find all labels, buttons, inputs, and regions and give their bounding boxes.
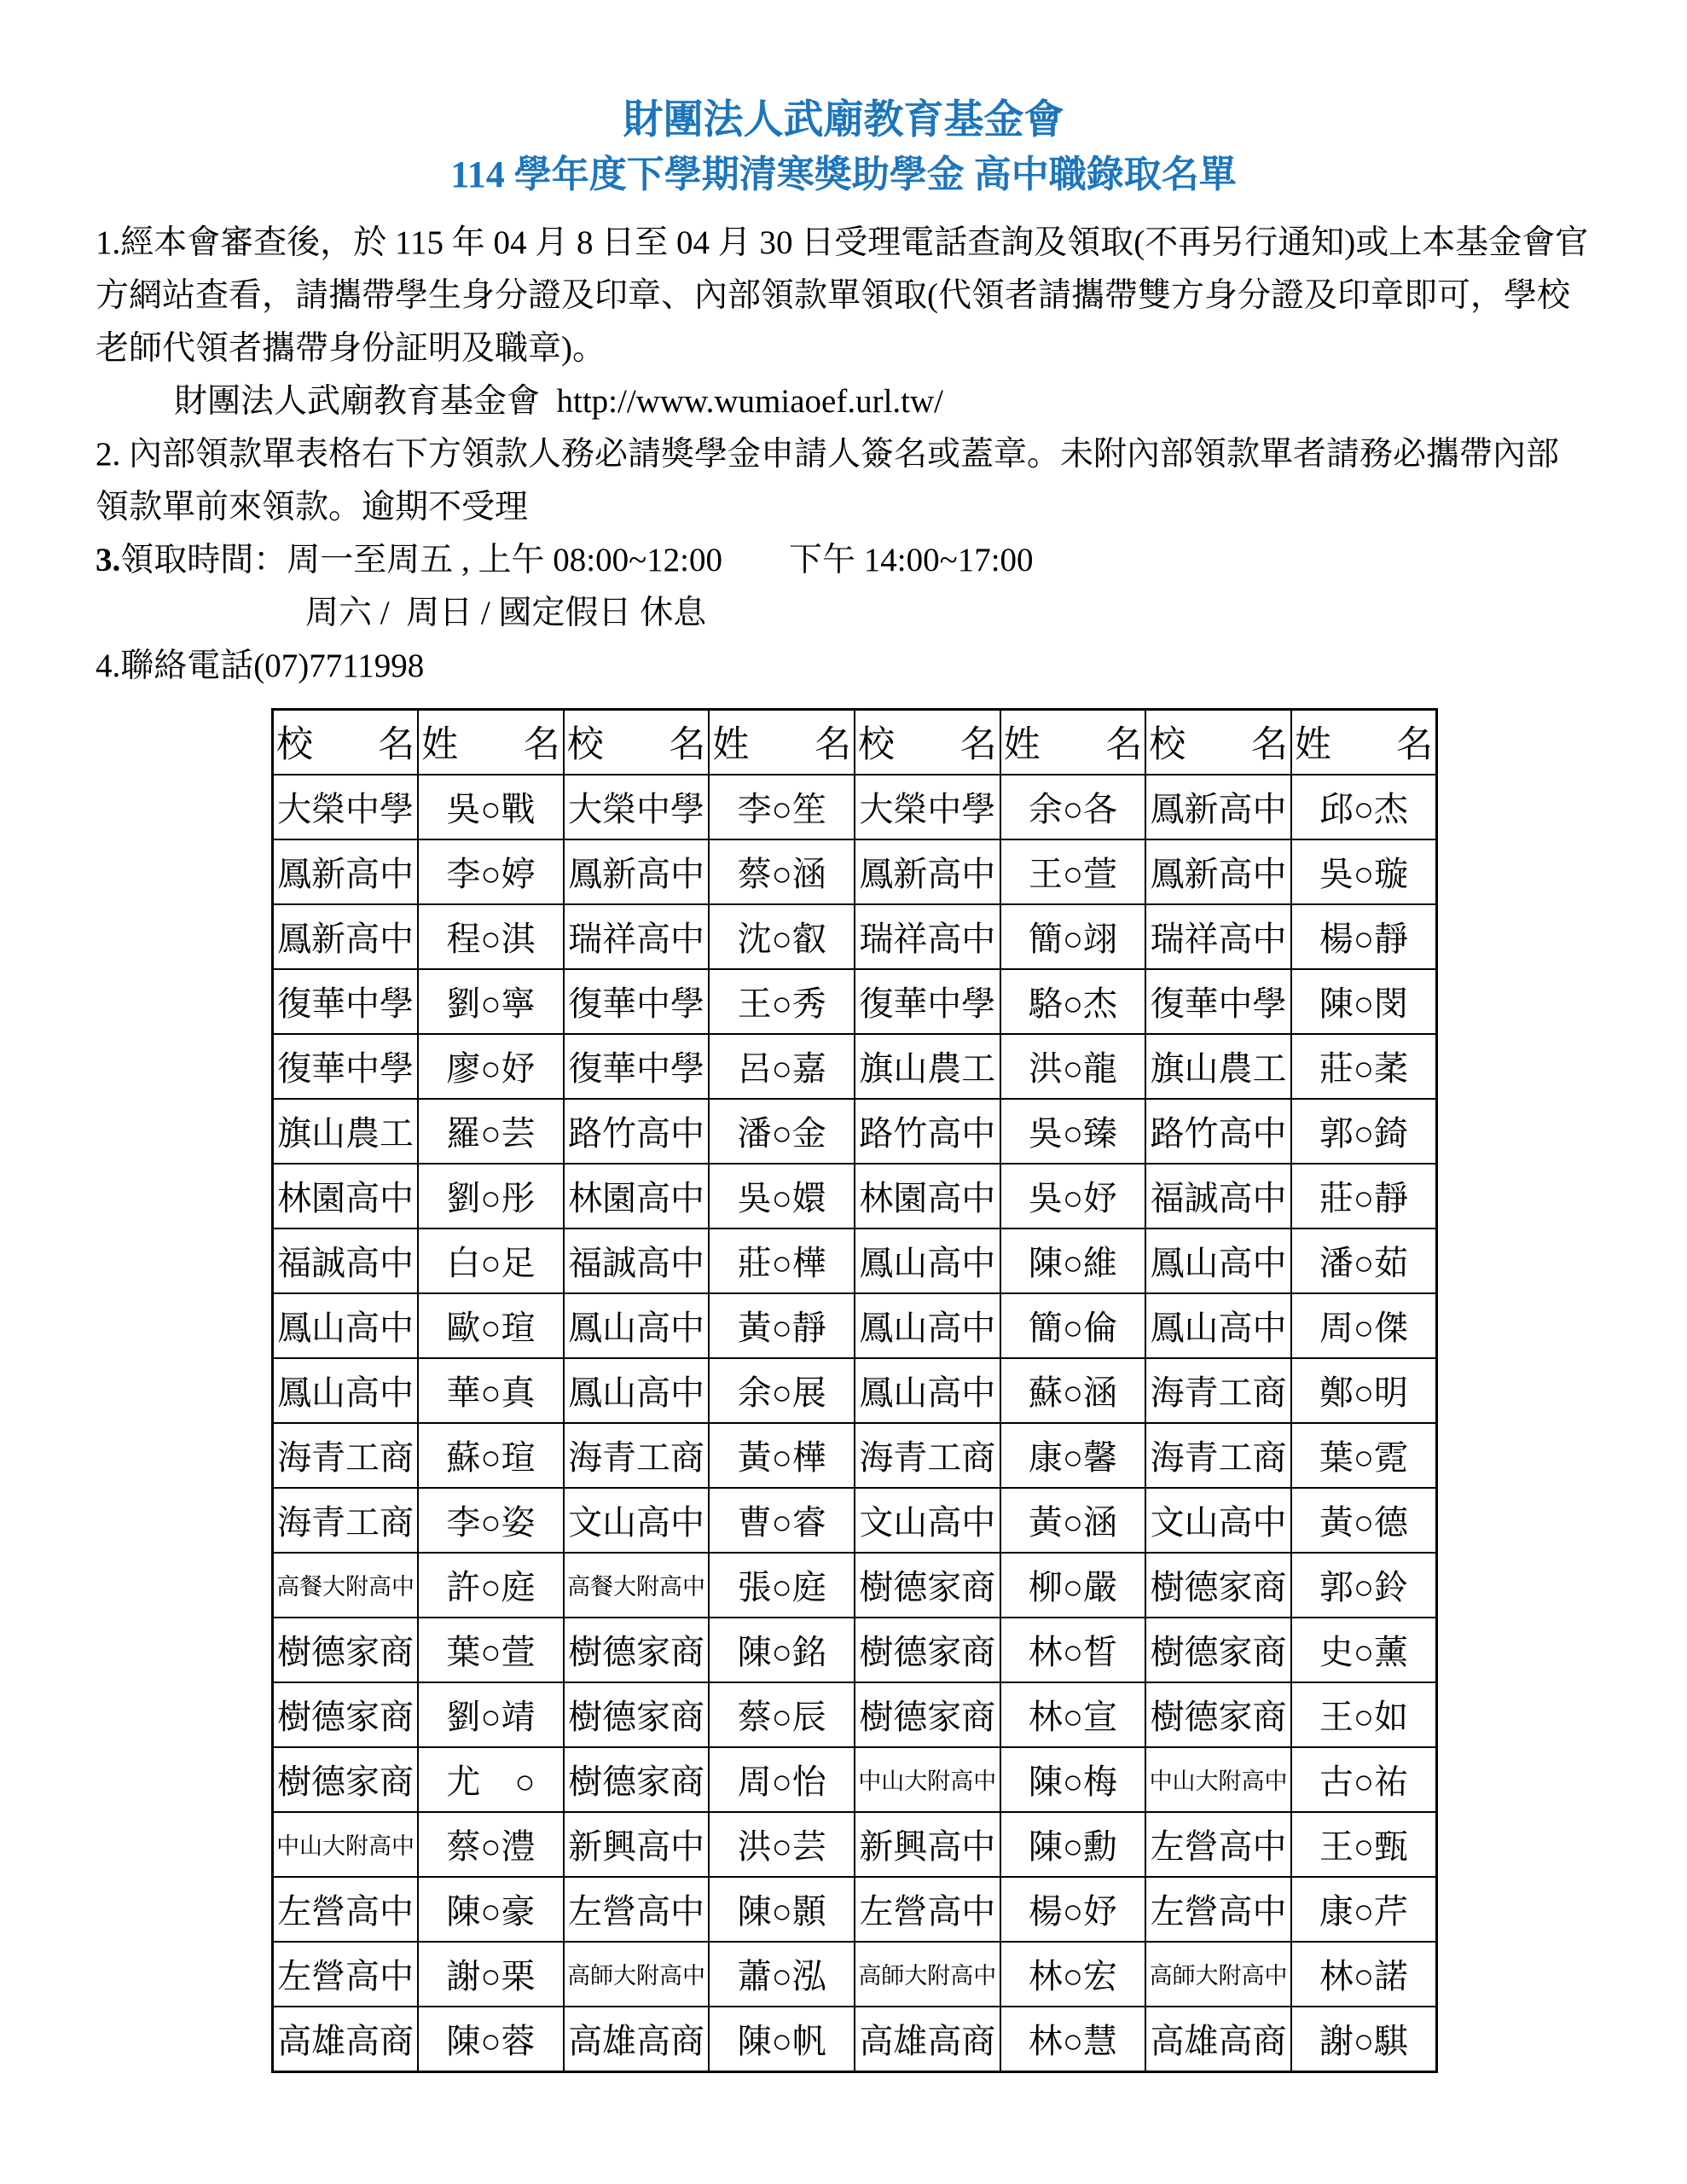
school-cell: 中山大附高中: [1145, 1747, 1291, 1812]
name-cell: 歐○瑄: [418, 1293, 564, 1358]
name-cell: 吳○妤: [1000, 1164, 1146, 1228]
school-cell: 高雄高商: [564, 2007, 710, 2072]
note2-line1: 2. 內部領款單表格右下方領款人務必請獎學金申請人簽名或蓋章。未附內部領款單者請務必攜帶內部: [96, 435, 1560, 473]
table-row: [273, 1877, 1437, 1942]
school-cell: 中山大附高中: [273, 1812, 419, 1877]
header-cell: [855, 709, 1000, 775]
name-cell: 陳○勳: [1000, 1812, 1146, 1877]
school-cell: 旗山農工: [855, 1034, 1000, 1099]
table-row: [273, 1423, 1437, 1488]
name-cell: 林○慧: [1000, 2007, 1146, 2072]
school-cell: 左營高中: [1145, 1877, 1291, 1942]
school-cell: 樹德家商: [564, 1747, 710, 1812]
school-cell: 左營高中: [855, 1877, 1000, 1942]
school-cell: 福誠高中: [1145, 1164, 1291, 1228]
name-cell: 王○甄: [1291, 1812, 1437, 1877]
header-left-char: 校: [1149, 725, 1186, 766]
name-cell: 吳○璇: [1291, 839, 1437, 904]
name-cell: 莊○樺: [709, 1228, 855, 1293]
name-cell: 羅○芸: [418, 1099, 564, 1164]
header-right-char: 名: [1250, 725, 1288, 766]
header-left-char: 姓: [1294, 725, 1331, 766]
school-cell: 鳳山高中: [273, 1293, 419, 1358]
name-cell: 周○傑: [1291, 1293, 1437, 1358]
name-cell: 林○晳: [1000, 1618, 1146, 1682]
name-cell: 吳○嬛: [709, 1164, 855, 1228]
name-cell: 李○姿: [418, 1488, 564, 1553]
name-cell: 陳○顥: [709, 1877, 855, 1942]
school-cell: 樹德家商: [564, 1618, 710, 1682]
table-row: [273, 904, 1437, 969]
school-cell: 高師大附高中: [564, 1942, 710, 2007]
name-cell: 王○如: [1291, 1682, 1437, 1747]
name-cell: 莊○靜: [1291, 1164, 1437, 1228]
school-cell: 樹德家商: [564, 1682, 710, 1747]
name-cell: 鄭○明: [1291, 1358, 1437, 1423]
table-row: [273, 839, 1437, 904]
notes-block: [96, 217, 1595, 693]
school-cell: 樹德家商: [273, 1682, 419, 1747]
name-cell: 古○祐: [1291, 1747, 1437, 1812]
name-cell: 駱○杰: [1000, 969, 1146, 1034]
school-cell: 林園高中: [855, 1164, 1000, 1228]
name-cell: 郭○鈴: [1291, 1553, 1437, 1618]
school-cell: 新興高中: [564, 1812, 710, 1877]
school-cell: 左營高中: [273, 1942, 419, 2007]
note1-line1: 1.經本會審查後，於 115 年 04 月 8 日至 04 月 30 日受理電話查詢及領取(不再另行通知)或上本基金會官: [96, 224, 1589, 261]
school-cell: 鳳山高中: [855, 1293, 1000, 1358]
school-cell: 鳳山高中: [1145, 1293, 1291, 1358]
school-cell: 路竹高中: [855, 1099, 1000, 1164]
school-cell: 高師大附高中: [1145, 1942, 1291, 2007]
name-cell: 白○足: [418, 1228, 564, 1293]
name-cell: 陳○梅: [1000, 1747, 1146, 1812]
name-cell: 李○婷: [418, 839, 564, 904]
name-cell: 柳○嚴: [1000, 1553, 1146, 1618]
name-cell: 葉○霓: [1291, 1423, 1437, 1488]
school-cell: 海青工商: [564, 1423, 710, 1488]
name-cell: 曹○睿: [709, 1488, 855, 1553]
school-cell: 高師大附高中: [855, 1942, 1000, 2007]
header-row: [273, 709, 1437, 775]
school-cell: 鳳山高中: [855, 1228, 1000, 1293]
school-cell: 樹德家商: [273, 1618, 419, 1682]
name-cell: 呂○嘉: [709, 1034, 855, 1099]
name-cell: 陳○維: [1000, 1228, 1146, 1293]
school-cell: 中山大附高中: [855, 1747, 1000, 1812]
name-cell: 廖○妤: [418, 1034, 564, 1099]
note3-number: 3.: [96, 541, 121, 578]
school-cell: 復華中學: [273, 1034, 419, 1099]
school-cell: 復華中學: [273, 969, 419, 1034]
school-cell: 高餐大附高中: [273, 1553, 419, 1618]
name-cell: 黃○靜: [709, 1293, 855, 1358]
name-cell: 余○各: [1000, 775, 1146, 839]
name-cell: 陳○蓉: [418, 2007, 564, 2072]
name-cell: 蔡○辰: [709, 1682, 855, 1747]
name-cell: 蕭○泓: [709, 1942, 855, 2007]
table-row: [273, 1228, 1437, 1293]
name-cell: 簡○翊: [1000, 904, 1146, 969]
school-cell: 復華中學: [1145, 969, 1291, 1034]
table-row: [273, 1942, 1437, 2007]
school-cell: 鳳山高中: [564, 1293, 710, 1358]
school-cell: 林園高中: [273, 1164, 419, 1228]
school-cell: 鳳山高中: [1145, 1228, 1291, 1293]
school-cell: 高雄高商: [273, 2007, 419, 2072]
school-cell: 高雄高商: [855, 2007, 1000, 2072]
name-cell: 蔡○澧: [418, 1812, 564, 1877]
school-cell: 鳳新高中: [273, 904, 419, 969]
table-row: [273, 1747, 1437, 1812]
foundation-url: 財團法人武廟教育基金會 http://www.wumiaoef.url.tw/: [174, 382, 943, 420]
note3-line: [96, 534, 1595, 587]
school-cell: 大榮中學: [273, 775, 419, 839]
school-cell: 復華中學: [564, 969, 710, 1034]
table-row: [273, 1358, 1437, 1423]
name-cell: 楊○靜: [1291, 904, 1437, 969]
header-cell: [1000, 709, 1146, 775]
name-cell: 黃○樺: [709, 1423, 855, 1488]
school-cell: 鳳新高中: [1145, 775, 1291, 839]
school-cell: 鳳新高中: [1145, 839, 1291, 904]
school-cell: 樹德家商: [1145, 1682, 1291, 1747]
name-cell: 史○薰: [1291, 1618, 1437, 1682]
name-cell: 康○馨: [1000, 1423, 1146, 1488]
note1-line2: 方網站查看，請攜帶學生身分證及印章、內部領款單領取(代領者請攜帶雙方身分證及印章即可，學校: [96, 276, 1570, 314]
name-cell: 尤 ○: [418, 1747, 564, 1812]
name-cell: 康○芹: [1291, 1877, 1437, 1942]
header-left-char: 校: [566, 725, 604, 766]
school-cell: 文山高中: [855, 1488, 1000, 1553]
school-cell: 鳳新高中: [855, 839, 1000, 904]
school-cell: 福誠高中: [273, 1228, 419, 1293]
name-cell: 洪○芸: [709, 1812, 855, 1877]
school-cell: 復華中學: [855, 969, 1000, 1034]
header-left-char: 校: [276, 725, 313, 766]
school-cell: 瑞祥高中: [855, 904, 1000, 969]
name-cell: 程○淇: [418, 904, 564, 969]
school-cell: 文山高中: [1145, 1488, 1291, 1553]
school-cell: 鳳新高中: [564, 839, 710, 904]
school-cell: 樹德家商: [273, 1747, 419, 1812]
school-cell: 海青工商: [855, 1423, 1000, 1488]
header-right-char: 名: [1396, 725, 1433, 766]
table-row: [273, 1682, 1437, 1747]
header-right-char: 名: [815, 725, 851, 766]
table-row: [273, 2007, 1437, 2072]
name-cell: 林○宏: [1000, 1942, 1146, 2007]
name-cell: 李○笙: [709, 775, 855, 839]
name-cell: 沈○叡: [709, 904, 855, 969]
note2-line2: 領款單前來領款。逾期不受理: [96, 488, 529, 526]
table-row: [273, 1099, 1437, 1164]
school-cell: 鳳山高中: [273, 1358, 419, 1423]
name-cell: 陳○豪: [418, 1877, 564, 1942]
header-cell: [273, 709, 419, 775]
table-row: [273, 1034, 1437, 1099]
school-cell: 樹德家商: [855, 1682, 1000, 1747]
name-cell: 張○庭: [709, 1553, 855, 1618]
name-cell: 邱○杰: [1291, 775, 1437, 839]
header-left-char: 校: [858, 725, 895, 766]
name-cell: 林○宣: [1000, 1682, 1146, 1747]
header-right-char: 名: [1105, 725, 1143, 766]
name-cell: 謝○栗: [418, 1942, 564, 2007]
header-cell: [418, 709, 564, 775]
header-cell: [564, 709, 710, 775]
header-right-char: 名: [523, 725, 560, 766]
school-cell: 鳳新高中: [273, 839, 419, 904]
school-cell: 海青工商: [1145, 1358, 1291, 1423]
name-cell: 蘇○瑄: [418, 1423, 564, 1488]
school-cell: 左營高中: [1145, 1812, 1291, 1877]
header-cell: [1145, 709, 1291, 775]
school-cell: 大榮中學: [564, 775, 710, 839]
name-cell: 莊○葇: [1291, 1034, 1437, 1099]
school-cell: 新興高中: [855, 1812, 1000, 1877]
note3-subline: 周六 / 周日 / 國定假日 休息: [305, 594, 707, 631]
school-cell: 海青工商: [273, 1423, 419, 1488]
name-cell: 洪○龍: [1000, 1034, 1146, 1099]
name-cell: 吳○戰: [418, 775, 564, 839]
header-left-char: 姓: [421, 725, 459, 766]
name-cell: 劉○彤: [418, 1164, 564, 1228]
name-cell: 吳○臻: [1000, 1099, 1146, 1164]
page-subtitle: 114 學年度下學期清寒獎助學金 高中職錄取名單: [450, 153, 1237, 195]
header-left-char: 姓: [1003, 725, 1041, 766]
table-row: [273, 1164, 1437, 1228]
name-cell: 許○庭: [418, 1553, 564, 1618]
table-row: [273, 1553, 1437, 1618]
school-cell: 樹德家商: [855, 1618, 1000, 1682]
header-cell: [709, 709, 855, 775]
name-cell: 余○展: [709, 1358, 855, 1423]
name-cell: 王○秀: [709, 969, 855, 1034]
name-cell: 王○萱: [1000, 839, 1146, 904]
table-row: [273, 1618, 1437, 1682]
name-cell: 楊○妤: [1000, 1877, 1146, 1942]
school-cell: 海青工商: [1145, 1423, 1291, 1488]
name-cell: 潘○金: [709, 1099, 855, 1164]
school-cell: 海青工商: [273, 1488, 419, 1553]
name-cell: 陳○帆: [709, 2007, 855, 2072]
note1-line3: 老師代領者攜帶身份証明及職章)。: [96, 329, 606, 367]
name-cell: 蔡○涵: [709, 839, 855, 904]
name-cell: 陳○銘: [709, 1618, 855, 1682]
school-cell: 樹德家商: [855, 1553, 1000, 1618]
name-cell: 簡○倫: [1000, 1293, 1146, 1358]
school-cell: 林園高中: [564, 1164, 710, 1228]
name-cell: 林○諾: [1291, 1942, 1437, 2007]
table-row: [273, 1488, 1437, 1553]
table-row: [273, 969, 1437, 1034]
name-cell: 劉○寧: [418, 969, 564, 1034]
school-cell: 大榮中學: [855, 775, 1000, 839]
school-cell: 瑞祥高中: [1145, 904, 1291, 969]
roster-table: [271, 708, 1438, 2073]
name-cell: 潘○茹: [1291, 1228, 1437, 1293]
school-cell: 文山高中: [564, 1488, 710, 1553]
header-cell: [1291, 709, 1437, 775]
school-cell: 樹德家商: [1145, 1618, 1291, 1682]
name-cell: 周○怡: [709, 1747, 855, 1812]
school-cell: 旗山農工: [273, 1099, 419, 1164]
table-row: [273, 1812, 1437, 1877]
header-left-char: 姓: [712, 725, 750, 766]
name-cell: 華○真: [418, 1358, 564, 1423]
school-cell: 左營高中: [273, 1877, 419, 1942]
name-cell: 陳○閔: [1291, 969, 1437, 1034]
name-cell: 劉○靖: [418, 1682, 564, 1747]
name-cell: 黃○涵: [1000, 1488, 1146, 1553]
school-cell: 左營高中: [564, 1877, 710, 1942]
name-cell: 謝○騏: [1291, 2007, 1437, 2072]
school-cell: 復華中學: [564, 1034, 710, 1099]
school-cell: 路竹高中: [564, 1099, 710, 1164]
school-cell: 高雄高商: [1145, 2007, 1291, 2072]
table-row: [273, 1293, 1437, 1358]
school-cell: 高餐大附高中: [564, 1553, 710, 1618]
table-row: [273, 775, 1437, 839]
school-cell: 路竹高中: [1145, 1099, 1291, 1164]
name-cell: 黃○德: [1291, 1488, 1437, 1553]
school-cell: 旗山農工: [1145, 1034, 1291, 1099]
header-right-char: 名: [959, 725, 997, 766]
name-cell: 郭○錡: [1291, 1099, 1437, 1164]
note3-text: 領取時間：周一至周五 , 上午 08:00~12:00 下午 14:00~17:00: [120, 541, 1034, 578]
school-cell: 樹德家商: [1145, 1553, 1291, 1618]
name-cell: 葉○萱: [418, 1618, 564, 1682]
page-title: 財團法人武廟教育基金會: [623, 98, 1064, 142]
school-cell: 鳳山高中: [564, 1358, 710, 1423]
name-cell: 蘇○涵: [1000, 1358, 1146, 1423]
school-cell: 瑞祥高中: [564, 904, 710, 969]
school-cell: 鳳山高中: [855, 1358, 1000, 1423]
note4-line: 4.聯絡電話(07)7711998: [96, 647, 425, 684]
school-cell: 福誠高中: [564, 1228, 710, 1293]
header-right-char: 名: [378, 725, 415, 766]
header-right-char: 名: [669, 725, 706, 766]
